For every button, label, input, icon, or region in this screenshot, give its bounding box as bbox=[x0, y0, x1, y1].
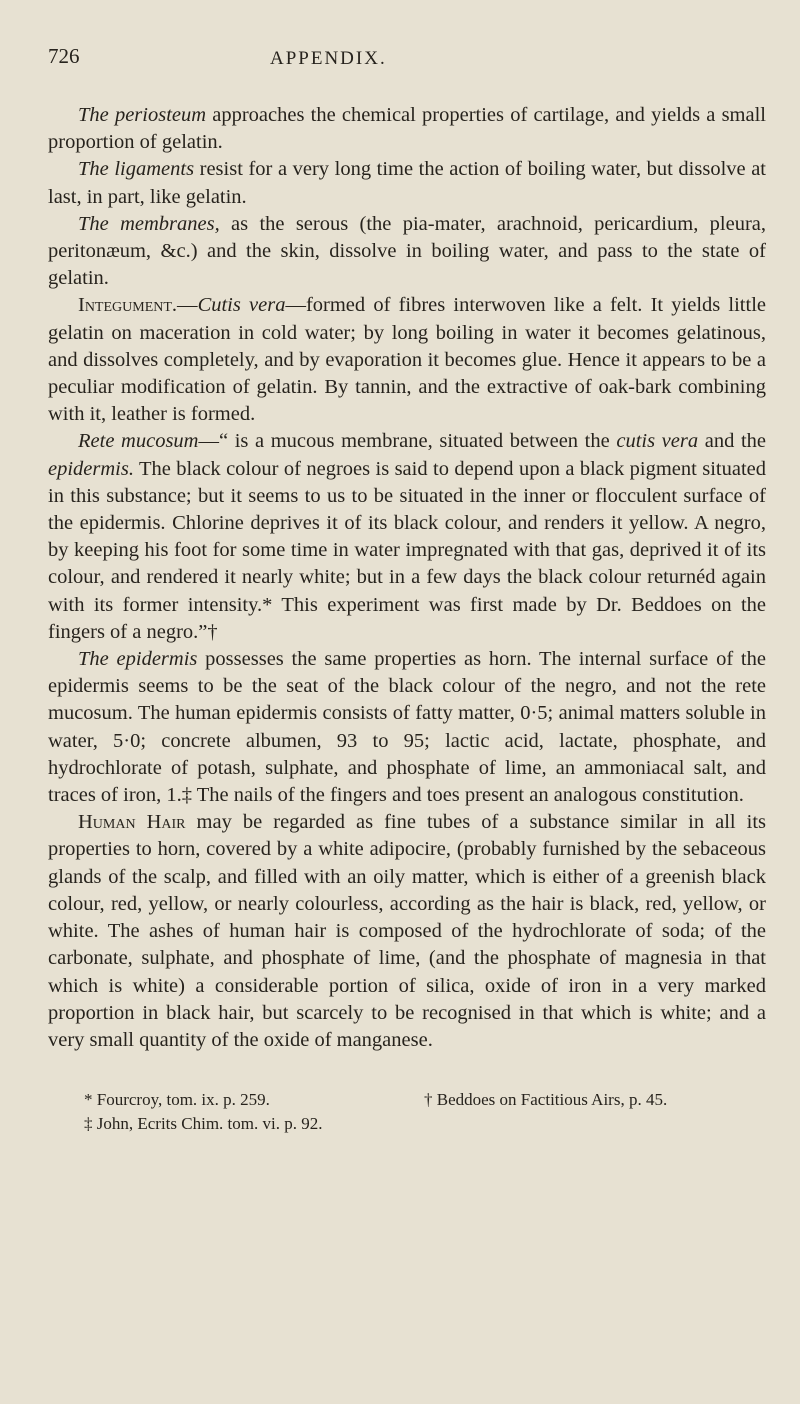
footnote-row bbox=[48, 1088, 766, 1112]
paragraph-text: —formed of fibres interwoven like a felt. It yields little gelatin on maceration in cold water; by long boiling in water it becomes gelatinous, and dissolves completely, and by evaporation it becomes glue. Hence it appears to be a peculiar modification of gelatin. By tannin, and the extractive of oak-bark combining with it, leather is formed. bbox=[48, 294, 766, 426]
page-number: 726 bbox=[48, 44, 80, 68]
body-text bbox=[48, 102, 766, 1054]
paragraph-integument bbox=[48, 292, 766, 428]
paragraph-ligaments bbox=[48, 156, 766, 210]
term-epidermis: epidermis. bbox=[48, 457, 134, 480]
term-epidermis: The epidermis bbox=[78, 648, 198, 671]
page-header bbox=[48, 44, 766, 102]
running-head: APPENDIX. bbox=[270, 48, 387, 69]
paragraph-text: The black colour of negroes is said to depend upon a black pigment situated in this substance; but it seems to us to be situated in the inner or flocculent surface of the epidermis. Chlorine deprives it of its black colour, and renders it yellow. A negro, by keeping his foot for some time in water impregnated with that gas, deprived it of its colour, and rendered it nearly white; but in a few days the black colour returnéd again with its former intensity.* This experiment was first made by Dr. Beddoes on the fingers of a negro.”† bbox=[48, 457, 766, 643]
paragraph-text: may be regarded as fine tubes of a substance similar in all its properties to horn, covered by a white adipocire, (probably furnished by the sebaceous glands of the scalp, and filled with an oily matter, which is either of a greenish black colour, red, yellow, or nearly colourless, according as the hair is black, red, yellow, or white. The ashes of human hair is composed of the hydrochlorate of soda; of the carbonate, sulphate, and phosphate of lime, (and the phosphate of magnesia in that which is white) a considerable portion of silica, oxide of iron in a very marked proportion in black hair, but scarcely to be recognised in that which is white; and a very small quantity of the oxide of manganese. bbox=[48, 811, 766, 1051]
footnote-row bbox=[48, 1112, 766, 1136]
term-periosteum: The periosteum bbox=[78, 104, 207, 126]
term-cutis-vera: Cutis vera bbox=[197, 294, 286, 317]
paragraph-text: as the serous (the pia-mater, arachnoid, pericardium, pleura, peritonæum, &c.) and the skin, dissolve in boiling water, and pass to the state of gelatin. bbox=[48, 212, 766, 290]
term-membranes: The membranes, bbox=[78, 212, 220, 235]
footnote-beddoes: † Beddoes on Factitious Airs, p. 45. bbox=[424, 1090, 668, 1110]
paragraph-text: and the bbox=[698, 430, 766, 453]
footnotes bbox=[48, 1088, 766, 1136]
paragraph-text: approaches the chemical properties of cartilage, and yields a small proportion of gelatin. bbox=[48, 104, 766, 154]
paragraph-text: —“ is a mucous membrane, situated between the bbox=[198, 430, 617, 453]
paragraph-periosteum bbox=[48, 102, 766, 156]
paragraph-human-hair bbox=[48, 809, 766, 1054]
paragraph-text: possesses the same properties as horn. The internal surface of the epidermis seems to be the seat of the black colour of the negro, and not the rete mucosum. The human epidermis consists of fatty matter, 0·5; animal matters soluble in water, 5·0; concrete albumen, 93 to 95; lactic acid, lactate, phosphate, and hydrochlorate of potash, sulphate, and phosphate of lime, an ammoniacal salt, and traces of iron, 1.‡ The nails of the fingers and toes present an analogous constitution. bbox=[48, 648, 766, 807]
term-rete-mucosum: Rete mucosum bbox=[78, 430, 199, 453]
term-cutis-vera: cutis vera bbox=[616, 430, 699, 453]
paragraph-membranes bbox=[48, 211, 766, 293]
paragraph-text: resist for a very long time the action of boiling water, but dissolve at last, in part, like gelatin. bbox=[48, 158, 766, 208]
term-ligaments: The ligaments bbox=[78, 158, 195, 181]
paragraph-epidermis bbox=[48, 646, 766, 809]
footnote-john: ‡ John, Ecrits Chim. tom. vi. p. 92. bbox=[84, 1114, 323, 1134]
paragraph-rete-mucosum bbox=[48, 428, 766, 646]
footnote-fourcroy: * Fourcroy, tom. ix. p. 259. bbox=[84, 1090, 270, 1110]
heading-integument: Integument.— bbox=[78, 294, 198, 317]
heading-human-hair: Human Hair bbox=[78, 811, 186, 834]
